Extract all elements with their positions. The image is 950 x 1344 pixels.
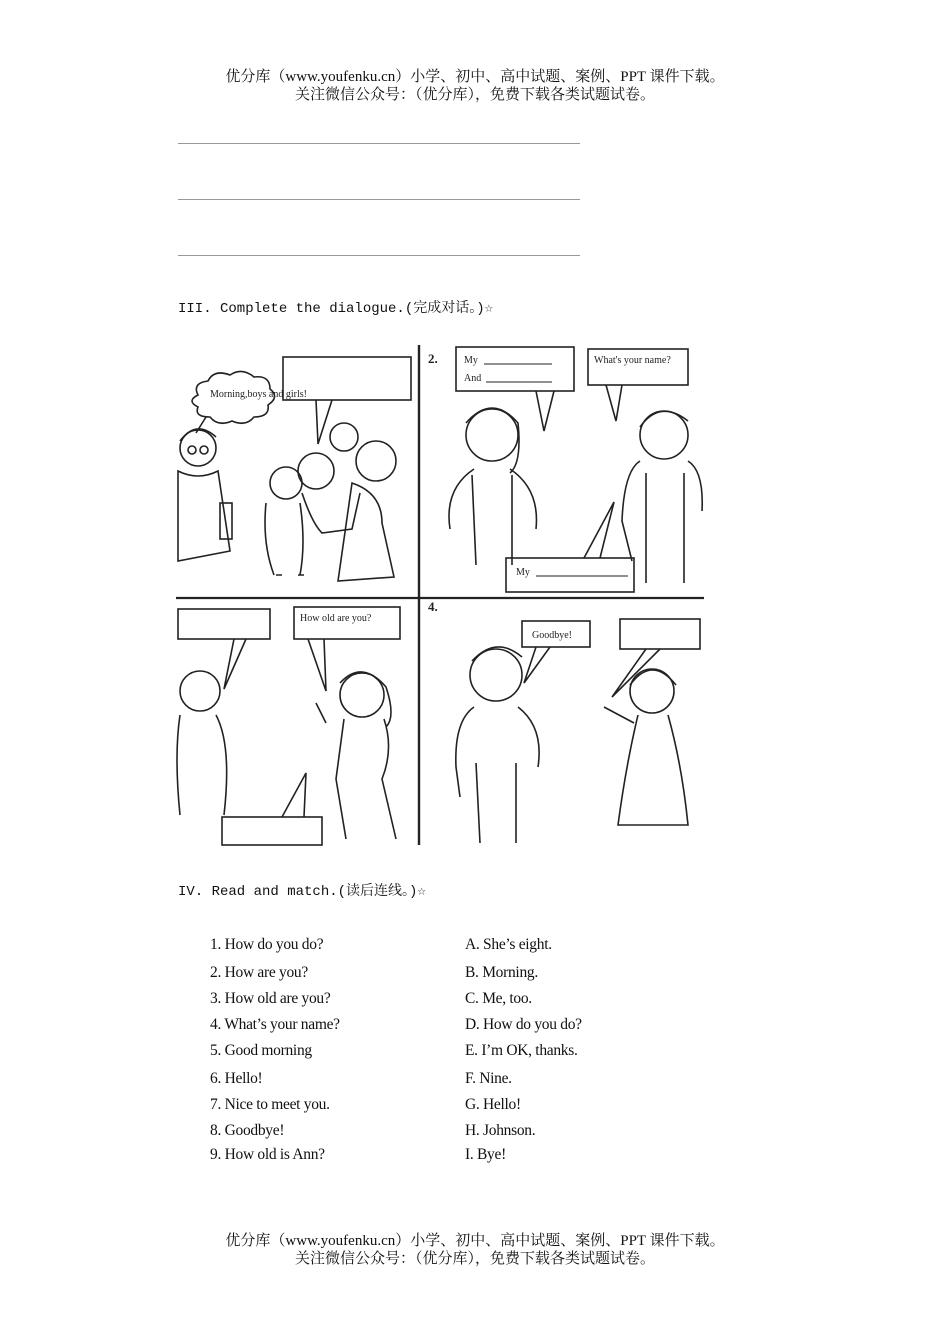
answer-line — [178, 199, 580, 200]
footer-line-2: 关注微信公众号：（优分库），免费下载各类试题试卷。 — [294, 1251, 655, 1267]
speech-box-my-and — [456, 347, 574, 391]
answer-line — [178, 143, 580, 144]
answer-item: F. Nine. — [465, 1070, 512, 1087]
page-footer — [0, 1232, 950, 1268]
header-line-2: 关注微信公众号：（优分库），免费下载各类试题试卷。 — [294, 87, 655, 103]
bubble-text: Morning,boys and girls! — [210, 389, 307, 400]
answer-line — [178, 255, 580, 256]
section-3-heading: III. Complete the dialogue.(完成对话。)☆ — [178, 301, 494, 317]
svg-text:My: My — [464, 355, 478, 366]
question-item: 9. How old is Ann? — [210, 1146, 325, 1163]
comic-strip — [176, 343, 706, 848]
answer-item: H. Johnson. — [465, 1122, 536, 1139]
svg-text:How old are you?: How old are you? — [300, 613, 372, 624]
question-item: 3. How old are you? — [210, 990, 331, 1007]
section-4-heading: IV. Read and match.(读后连线。)☆ — [178, 884, 426, 900]
empty-speech-box — [178, 609, 270, 639]
header-line-1: 优分库（www.youfenku.cn）小学、初中、高中试题、案例、PPT 课件下载。 — [225, 69, 725, 85]
answer-item: E. I’m OK, thanks. — [465, 1042, 578, 1059]
footer-line-1: 优分库（www.youfenku.cn）小学、初中、高中试题、案例、PPT 课件下载。 — [225, 1233, 725, 1249]
panel-1 — [178, 357, 411, 581]
answer-item: G. Hello! — [465, 1096, 521, 1113]
panel-4 — [428, 599, 700, 843]
answer-item: C. Me, too. — [465, 990, 532, 1007]
answer-item: I. Bye! — [465, 1146, 506, 1163]
page-header — [0, 68, 950, 104]
svg-text:Goodbye!: Goodbye! — [532, 630, 572, 641]
panel-number: 4. — [428, 599, 438, 614]
question-item: 4. What’s your name? — [210, 1016, 340, 1033]
answer-item: B. Morning. — [465, 964, 538, 981]
panel-3 — [177, 607, 400, 845]
panel-number: 2. — [428, 351, 438, 366]
panel-2 — [428, 347, 702, 592]
teacher-body — [178, 471, 230, 561]
svg-text:And: And — [464, 373, 482, 384]
question-item: 5. Good morning — [210, 1042, 312, 1059]
answer-item: A. She’s eight. — [465, 936, 552, 953]
empty-speech-box — [222, 817, 322, 845]
question-item: 2. How are you? — [210, 964, 308, 981]
question-item: 8. Goodbye! — [210, 1122, 285, 1139]
question-item: 1. How do you do? — [210, 936, 324, 953]
girl-head — [466, 409, 518, 461]
svg-text:My: My — [516, 567, 530, 578]
question-item: 7. Nice to meet you. — [210, 1096, 330, 1113]
svg-text:What's your name?: What's your name? — [594, 355, 671, 366]
empty-speech-box — [620, 619, 700, 649]
question-item: 6. Hello! — [210, 1070, 263, 1087]
answer-item: D. How do you do? — [465, 1016, 582, 1033]
